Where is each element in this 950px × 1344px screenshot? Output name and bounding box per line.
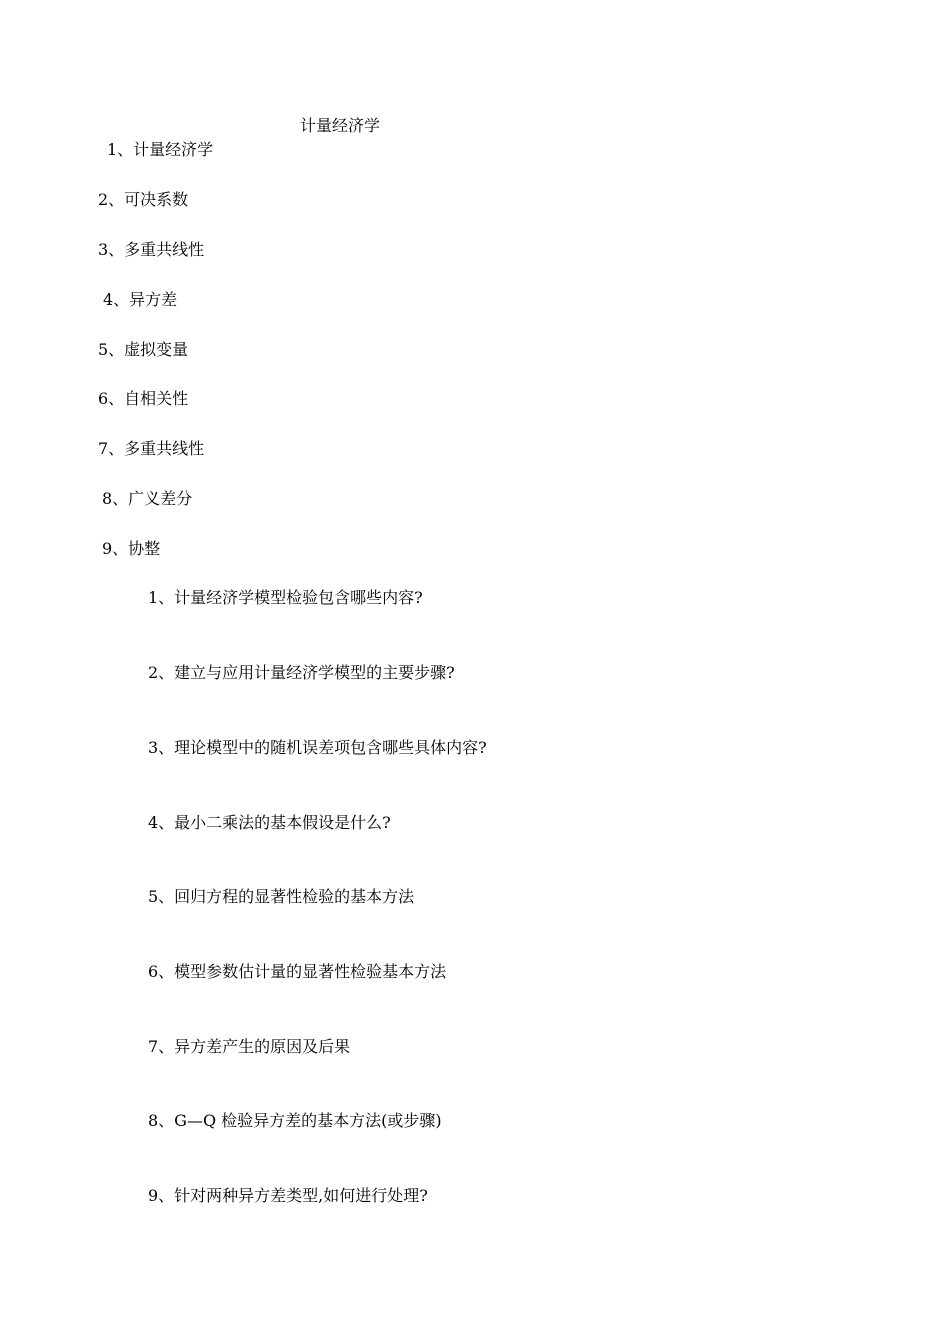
term-item-1: 1、计量经济学 [107,140,214,159]
term-item-2: 2、可决系数 [98,190,189,209]
term-item-9: 9、协整 [102,539,161,558]
term-item-7: 7、多重共线性 [98,439,205,458]
term-item-5: 5、虚拟变量 [98,340,189,359]
term-item-8: 8、广义差分 [102,489,193,508]
question-item-9: 9、针对两种异方差类型,如何进行处理? [148,1186,428,1205]
question-item-2: 2、建立与应用计量经济学模型的主要步骤? [148,663,455,682]
question-item-5: 5、回归方程的显著性检验的基本方法 [148,887,415,906]
question-item-3: 3、理论模型中的随机误差项包含哪些具体内容? [148,738,487,757]
document-title: 计量经济学 [300,116,381,135]
term-item-4: 4、异方差 [103,290,178,309]
question-item-8: 8、G—Q 检验异方差的基本方法(或步骤) [148,1111,442,1130]
question-item-1: 1、计量经济学模型检验包含哪些内容? [148,588,423,607]
term-item-3: 3、多重共线性 [98,240,205,259]
question-item-7: 7、异方差产生的原因及后果 [148,1037,351,1056]
question-item-6: 6、模型参数估计量的显著性检验基本方法 [148,962,447,981]
term-item-6: 6、自相关性 [98,389,189,408]
question-item-4: 4、最小二乘法的基本假设是什么? [148,813,391,832]
